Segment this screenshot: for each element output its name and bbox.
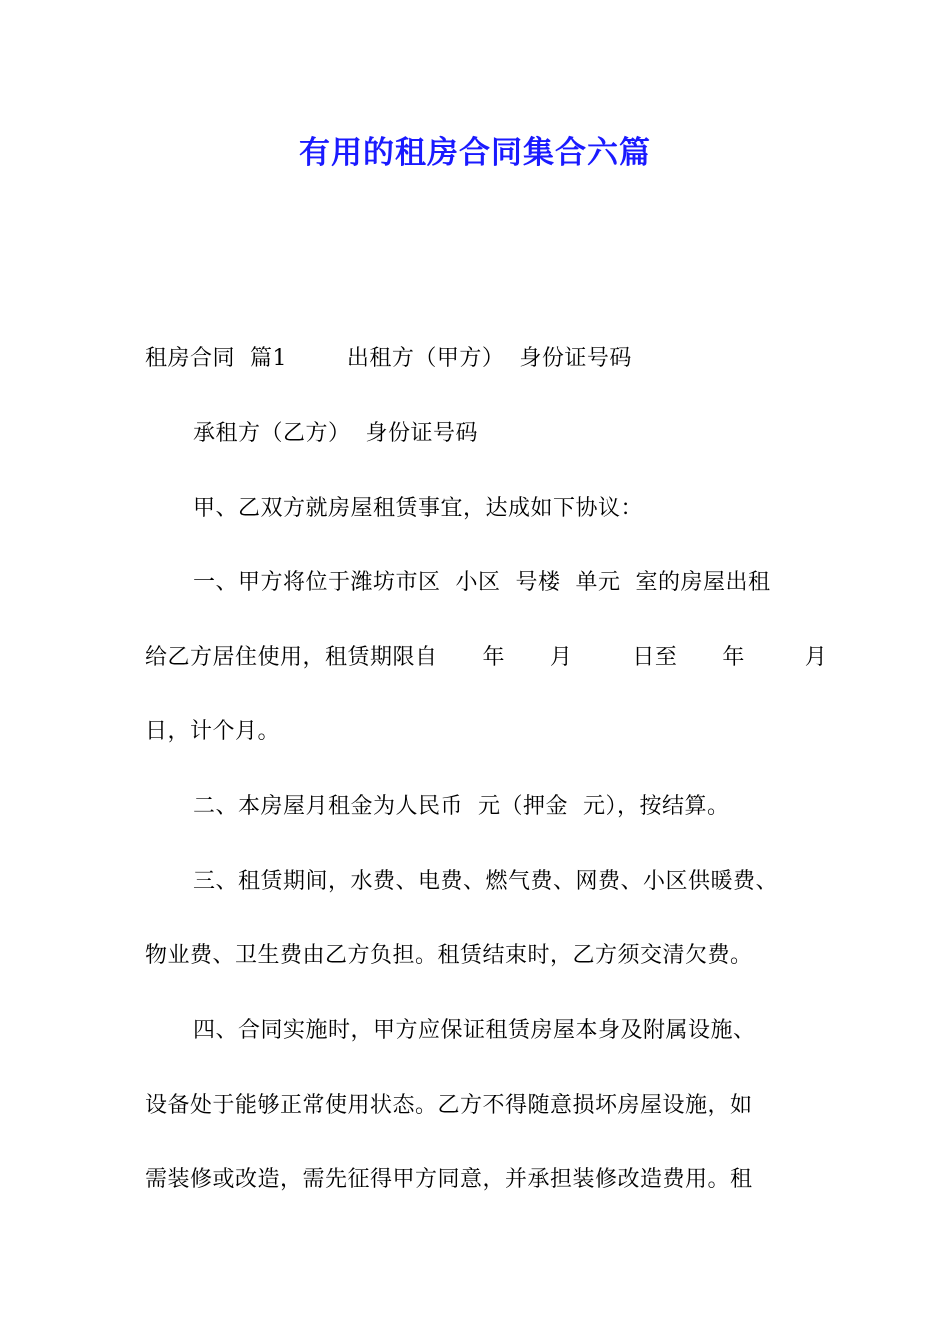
paragraph-line: 设备处于能够正常使用状态。乙方不得随意损坏房屋设施，如 bbox=[145, 1093, 753, 1118]
paragraph-line: 三、租赁期间，水费、电费、燃气费、网费、小区供暖费、 bbox=[193, 869, 779, 894]
paragraph-line: 一、甲方将位于潍坊市区 小区 号楼 单元 室的房屋出租 bbox=[193, 570, 771, 595]
paragraph-line: 二、本房屋月租金为人民币 元（押金 元），按结算。 bbox=[193, 794, 730, 819]
paragraph-line: 承租方（乙方） 身份证号码 bbox=[193, 421, 478, 446]
paragraph-line: 需装修或改造，需先征得甲方同意，并承担装修改造费用。租 bbox=[145, 1167, 753, 1192]
document-title: 有用的租房合同集合六篇 bbox=[299, 135, 651, 171]
paragraph-line: 物业费、卫生费由乙方负担。租赁结束时，乙方须交清欠费。 bbox=[145, 943, 753, 968]
paragraph-line: 给乙方居住使用，租赁期限自 年 月 日至 年 月 bbox=[145, 645, 828, 670]
paragraph-line: 甲、乙双方就房屋租赁事宜，达成如下协议： bbox=[193, 496, 644, 521]
paragraph-line: 租房合同 篇1 出租方（甲方） 身份证号码 bbox=[145, 346, 632, 371]
paragraph-line: 日，计个月。 bbox=[145, 719, 281, 744]
paragraph-line: 四、合同实施时，甲方应保证租赁房屋本身及附属设施、 bbox=[193, 1018, 756, 1043]
